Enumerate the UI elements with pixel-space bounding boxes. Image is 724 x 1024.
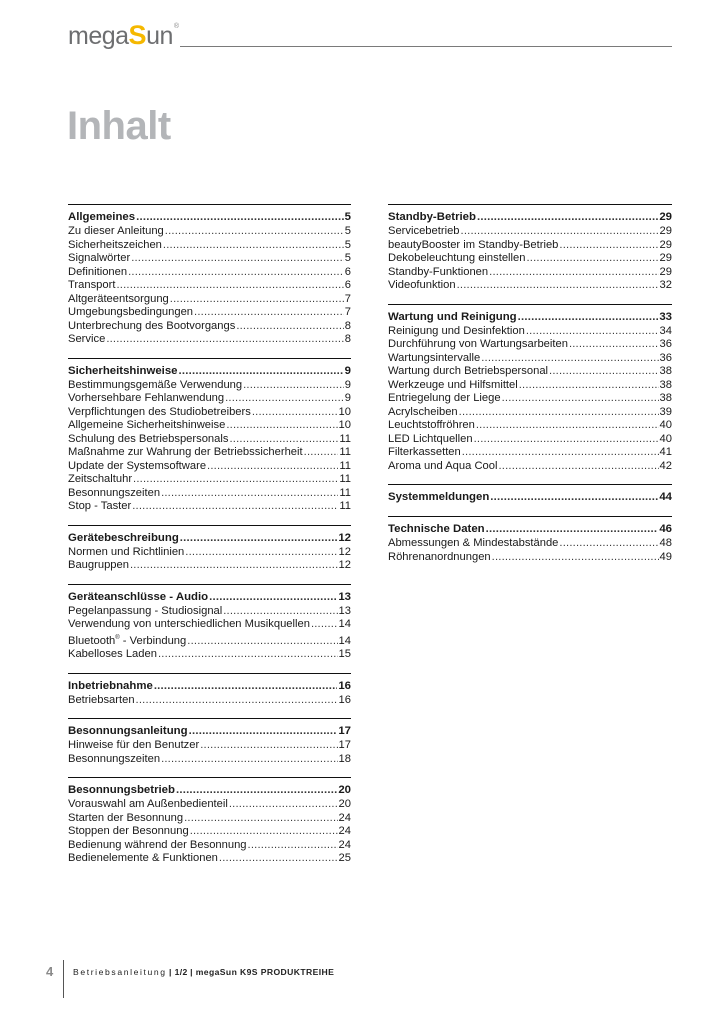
toc-entry[interactable]	[68, 618, 351, 632]
toc-entry-title: Sicherheitszeichen	[68, 238, 162, 251]
dot-leader	[229, 798, 338, 812]
dot-leader	[132, 500, 338, 514]
toc-entry-title: Bestimmungsgemäße Verwendung	[68, 378, 243, 391]
toc-entry[interactable]	[68, 500, 351, 514]
dot-leader	[486, 522, 659, 537]
page-reference: 8	[344, 319, 351, 332]
toc-section	[388, 304, 672, 474]
dot-leader	[462, 446, 659, 460]
page-reference: 9	[344, 364, 351, 377]
dot-leader	[526, 252, 658, 266]
page-reference: 5	[344, 225, 351, 237]
page-reference: 11	[339, 459, 351, 472]
dot-leader	[161, 487, 338, 501]
page-reference: 29	[659, 225, 672, 237]
section-divider	[68, 718, 351, 719]
toc-entry-title: Leuchtstoffröhren	[388, 419, 475, 431]
toc-entry[interactable]	[68, 225, 351, 239]
page-reference: 36	[659, 351, 672, 364]
footer-volume: | 1/2	[169, 967, 188, 977]
page-reference: 18	[338, 752, 351, 765]
toc-entry-title: Servicebetrieb	[388, 225, 460, 237]
toc-entry-title: Transport	[68, 279, 116, 291]
dot-leader	[489, 266, 658, 280]
dot-leader	[180, 531, 338, 546]
page-reference: 6	[344, 265, 351, 278]
dot-leader	[481, 352, 658, 366]
page-reference: 14	[338, 634, 351, 647]
toc-entry[interactable]	[68, 320, 351, 334]
section-divider	[68, 358, 351, 359]
dot-leader	[549, 365, 659, 379]
page-reference: 24	[338, 811, 351, 824]
toc-entry[interactable]	[68, 839, 351, 853]
page-reference: 9	[344, 378, 351, 391]
dot-leader	[165, 225, 344, 239]
dot-leader	[248, 839, 338, 853]
toc-heading-title: Geräteanschlüsse - Audio	[68, 590, 209, 603]
toc-entry-title: Stoppen der Besonnung	[68, 825, 189, 837]
toc-entry[interactable]	[68, 252, 351, 266]
toc-section	[68, 718, 351, 766]
toc-column-left	[68, 204, 351, 877]
page-reference: 36	[659, 338, 672, 350]
toc-entry-title: Schulung des Betriebspersonals	[68, 432, 229, 445]
page-reference: 17	[338, 725, 351, 737]
page-reference: 20	[338, 798, 351, 810]
dot-leader	[136, 210, 344, 225]
section-divider	[68, 777, 351, 778]
toc-heading[interactable]	[68, 679, 351, 694]
toc-heading[interactable]	[68, 364, 351, 379]
toc-entry-title: Röhrenanordnungen	[388, 550, 491, 563]
footer-text	[73, 967, 334, 977]
toc-heading-title: Wartung und Reinigung	[388, 310, 517, 323]
toc-entry-title: LED Lichtquellen	[388, 432, 473, 445]
toc-entry[interactable]	[68, 812, 351, 826]
page-reference: 40	[659, 419, 672, 431]
toc-heading[interactable]	[388, 490, 672, 505]
page-reference: 7	[344, 292, 351, 305]
page-reference: 14	[338, 618, 351, 630]
toc-entry[interactable]	[388, 379, 672, 393]
page-reference: 38	[659, 378, 672, 391]
logo-sun-s: S	[128, 20, 147, 50]
toc-entry[interactable]	[68, 473, 351, 487]
toc-section	[68, 204, 351, 347]
page-number: 4	[46, 964, 54, 979]
dot-leader	[131, 252, 344, 266]
dot-leader	[518, 310, 659, 325]
page-reference: 29	[659, 265, 672, 278]
toc-entry[interactable]	[388, 225, 672, 239]
page-title: Inhalt	[67, 104, 171, 148]
toc-entry[interactable]	[388, 551, 672, 565]
toc-entry-title: Betriebsarten	[68, 693, 135, 706]
page-reference: 17	[338, 739, 351, 751]
toc-entry-title: Vorhersehbare Fehlanwendung	[68, 392, 225, 404]
toc-entry-title: Entriegelung der Liege	[388, 392, 501, 404]
toc-entry-title: Kabelloses Laden	[68, 648, 157, 660]
dot-leader	[559, 239, 658, 253]
toc-section	[68, 525, 351, 573]
page-reference: 10	[338, 405, 351, 418]
dot-leader	[457, 279, 659, 293]
dot-leader	[128, 266, 344, 280]
dot-leader	[559, 537, 658, 551]
toc-entry[interactable]	[68, 753, 351, 767]
toc-heading[interactable]	[68, 210, 351, 225]
dot-leader	[476, 419, 659, 433]
dot-leader	[187, 635, 337, 649]
toc-heading[interactable]	[68, 783, 351, 798]
toc-entry[interactable]	[68, 605, 351, 619]
toc-entry-title: Acrylscheiben	[388, 405, 458, 418]
toc-entry[interactable]	[388, 352, 672, 366]
dot-leader	[223, 605, 337, 619]
toc-entry[interactable]	[388, 406, 672, 420]
toc-heading[interactable]	[68, 590, 351, 605]
toc-entry-title: Maßnahme zur Wahrung der Betriebssicherheit	[68, 446, 303, 458]
page-reference: 39	[659, 405, 672, 418]
dot-leader	[236, 320, 343, 334]
dot-leader	[519, 379, 659, 393]
toc-heading[interactable]	[388, 522, 672, 537]
section-divider	[388, 516, 672, 517]
page-reference: 48	[659, 537, 672, 549]
toc-entry[interactable]	[68, 546, 351, 560]
dot-leader	[225, 392, 344, 406]
toc-entry[interactable]	[388, 338, 672, 352]
page-reference: 24	[338, 825, 351, 837]
footer-divider	[63, 960, 64, 998]
toc-entry[interactable]	[68, 487, 351, 501]
toc-entry[interactable]	[68, 798, 351, 812]
toc-entry-title: Starten der Besonnung	[68, 811, 184, 824]
dot-leader	[219, 852, 338, 866]
dot-leader	[461, 225, 659, 239]
toc-entry-title: Update der Systemsoftware	[68, 459, 207, 472]
toc-entry-title: Reinigung und Desinfektion	[388, 324, 525, 337]
toc-entry-title: Allgemeine Sicherheitshinweise	[68, 419, 226, 431]
toc-entry[interactable]	[388, 252, 672, 266]
page-reference: 49	[659, 550, 672, 563]
dot-leader	[133, 473, 338, 487]
toc-entry-title: Aroma und Aqua Cool	[388, 459, 498, 472]
toc-heading[interactable]	[68, 531, 351, 546]
page-reference: 46	[659, 523, 672, 535]
footer-doc-type: Betriebsanleitung	[73, 967, 167, 977]
toc-entry-title: Baugruppen	[68, 559, 129, 571]
page-reference: 5	[344, 211, 351, 223]
toc-entry-title: Definitionen	[68, 265, 128, 278]
toc-entry[interactable]	[68, 279, 351, 293]
dot-leader	[304, 446, 339, 460]
toc-entry[interactable]	[388, 392, 672, 406]
section-divider	[68, 204, 351, 205]
logo-suffix: un	[146, 22, 173, 50]
dot-leader	[136, 694, 338, 708]
page-reference: 11	[339, 432, 351, 445]
section-divider	[68, 673, 351, 674]
toc-entry[interactable]	[388, 537, 672, 551]
toc-entry-title: Service	[68, 333, 106, 345]
toc-heading-title: Sicherheitshinweise	[68, 364, 178, 377]
toc-entry-title: Signalwörter	[68, 252, 131, 264]
toc-entry-title: Wartungsintervalle	[388, 351, 481, 364]
toc-entry-title: Abmessungen & Mindestabstände	[388, 537, 559, 549]
dot-leader	[498, 460, 658, 474]
page-reference: 5	[344, 238, 351, 251]
page-reference: 12	[338, 559, 351, 571]
dot-leader	[311, 618, 338, 632]
toc-entry[interactable]	[68, 632, 351, 649]
dot-leader	[200, 739, 337, 753]
toc-entry-title: Unterbrechung des Bootvorgangs	[68, 319, 236, 332]
toc-entry-title: Zeitschaltuhr	[68, 473, 133, 485]
page-reference: 38	[659, 392, 672, 404]
dot-leader	[130, 559, 338, 573]
page-reference: 38	[659, 365, 672, 377]
dot-leader	[154, 679, 338, 694]
page-reference: 32	[659, 279, 672, 291]
toc-entry-title: Besonnungszeiten	[68, 486, 161, 499]
toc-entry-title: Werkzeuge und Hilfsmittel	[388, 378, 518, 391]
page-reference: 11	[339, 473, 351, 485]
dot-leader	[184, 812, 337, 826]
toc-entry-title: Verwendung von unterschiedlichen Musikquellen	[68, 618, 310, 630]
page-reference: 8	[344, 333, 351, 345]
page-reference: 12	[338, 545, 351, 558]
page-reference: 9	[344, 392, 351, 404]
section-divider	[68, 584, 351, 585]
dot-leader	[106, 333, 343, 347]
dot-leader	[209, 590, 337, 605]
toc-entry[interactable]	[68, 852, 351, 866]
toc-entry[interactable]	[68, 825, 351, 839]
page-reference: 15	[338, 648, 351, 660]
dot-leader	[492, 551, 659, 565]
toc-entry-title: Besonnungszeiten	[68, 752, 161, 765]
page-reference: 34	[659, 324, 672, 337]
page-reference: 11	[339, 446, 351, 458]
toc-entry[interactable]	[68, 266, 351, 280]
section-divider	[68, 525, 351, 526]
dot-leader	[194, 306, 344, 320]
dot-leader	[161, 753, 337, 767]
dot-leader	[185, 546, 337, 560]
toc-entry[interactable]	[388, 266, 672, 280]
dot-leader	[526, 325, 659, 339]
logo-prefix: mega	[68, 22, 129, 50]
toc-entry[interactable]	[388, 365, 672, 379]
toc-entry[interactable]	[388, 419, 672, 433]
page-reference: 41	[659, 446, 672, 458]
page-reference: 11	[339, 486, 351, 499]
footer-product: | megaSun K9S PRODUKTREIHE	[190, 967, 335, 977]
page-reference: 20	[338, 784, 351, 796]
registered-mark: ®	[115, 634, 120, 641]
toc-section	[68, 584, 351, 662]
page-reference: 7	[344, 306, 351, 318]
toc-heading-title: Technische Daten	[388, 523, 485, 535]
toc-entry-title: Bedienelemente & Funktionen	[68, 852, 218, 864]
toc-entry-title: Bedienung während der Besonnung	[68, 838, 247, 851]
dot-leader	[163, 239, 344, 253]
header-divider	[180, 46, 672, 47]
toc-entry[interactable]	[388, 446, 672, 460]
registered-mark: ®	[173, 23, 179, 30]
toc-section	[388, 484, 672, 505]
dot-leader	[158, 648, 338, 662]
toc-heading-title: Standby-Betrieb	[388, 211, 476, 223]
toc-entry-title: Zu dieser Anleitung	[68, 225, 164, 237]
toc-entry-title: Normen und Richtlinien	[68, 545, 185, 558]
toc-entry[interactable]	[388, 460, 672, 474]
page-reference: 25	[338, 852, 351, 864]
dot-leader	[226, 419, 337, 433]
toc-entry[interactable]	[388, 279, 672, 293]
toc-entry-title: Standby-Funktionen	[388, 265, 489, 278]
dot-leader	[459, 406, 659, 420]
toc-heading[interactable]	[388, 310, 672, 325]
toc-entry-title: Dekobeleuchtung einstellen	[388, 252, 526, 264]
toc-entry[interactable]	[388, 325, 672, 339]
toc-entry[interactable]	[68, 739, 351, 753]
page-reference: 29	[659, 211, 672, 223]
toc-entry-title: Filterkassetten	[388, 446, 461, 458]
toc-entry[interactable]	[68, 559, 351, 573]
toc-heading[interactable]	[68, 724, 351, 739]
section-divider	[388, 304, 672, 305]
dot-leader	[243, 379, 344, 393]
toc-entry[interactable]	[68, 419, 351, 433]
toc-entry[interactable]	[68, 648, 351, 662]
dot-leader	[474, 433, 659, 447]
dot-leader	[116, 279, 343, 293]
toc-entry[interactable]	[68, 406, 351, 420]
toc-entry-title: Umgebungsbedingungen	[68, 306, 194, 318]
toc-heading[interactable]	[388, 210, 672, 225]
toc-entry-title: beautyBooster im Standby-Betrieb	[388, 238, 559, 251]
dot-leader	[190, 825, 338, 839]
page-reference: 42	[659, 459, 672, 472]
toc-heading-title: Besonnungsanleitung	[68, 725, 188, 737]
toc-heading-title: Inbetriebnahme	[68, 679, 153, 692]
dot-leader	[170, 293, 344, 307]
page-reference: 13	[338, 590, 351, 603]
toc-column-right	[388, 204, 672, 575]
megasun-logo	[68, 20, 179, 50]
toc-entry-title: Wartung durch Betriebspersonal	[388, 365, 549, 377]
toc-entry-title: Durchführung von Wartungsarbeiten	[388, 338, 568, 350]
toc-entry-title: Hinweise für den Benutzer	[68, 739, 200, 751]
toc-section	[68, 777, 351, 866]
toc-entry-title: Altgeräteentsorgung	[68, 292, 169, 305]
section-divider	[388, 484, 672, 485]
page-reference: 40	[659, 432, 672, 445]
dot-leader	[207, 460, 338, 474]
toc-entry[interactable]	[68, 446, 351, 460]
toc-section	[68, 358, 351, 514]
toc-entry[interactable]	[68, 333, 351, 347]
dot-leader	[477, 210, 658, 225]
page-reference: 24	[338, 838, 351, 851]
page-reference: 33	[659, 310, 672, 323]
dot-leader	[569, 338, 659, 352]
toc-section	[68, 673, 351, 708]
toc-entry-title: Stop - Taster	[68, 500, 132, 512]
dot-leader	[490, 490, 658, 505]
dot-leader	[176, 783, 337, 798]
page-reference: 12	[338, 531, 351, 544]
dot-leader	[502, 392, 659, 406]
section-divider	[388, 204, 672, 205]
toc-section	[388, 516, 672, 564]
toc-heading-title: Gerätebeschreibung	[68, 531, 179, 544]
page-reference: 16	[338, 679, 351, 692]
page-reference: 6	[344, 279, 351, 291]
toc-entry-title: Pegelanpassung - Studiosignal	[68, 604, 223, 617]
toc-entry[interactable]	[68, 433, 351, 447]
page-reference: 29	[659, 252, 672, 264]
dot-leader	[229, 433, 338, 447]
page-reference: 16	[338, 693, 351, 706]
toc-entry[interactable]	[68, 379, 351, 393]
toc-heading-title: Allgemeines	[68, 211, 136, 223]
toc-entry[interactable]	[68, 694, 351, 708]
toc-entry[interactable]	[68, 306, 351, 320]
page-reference: 10	[338, 419, 351, 431]
page-reference: 44	[659, 491, 672, 503]
toc-entry-title: Bluetooth® - Verbindung	[68, 634, 187, 647]
page-reference: 13	[338, 604, 351, 617]
page-reference: 11	[339, 500, 351, 512]
toc-entry[interactable]	[388, 433, 672, 447]
toc-section	[388, 204, 672, 293]
toc-entry[interactable]	[68, 293, 351, 307]
toc-entry-title: Verpflichtungen des Studiobetreibers	[68, 405, 251, 418]
toc-entry[interactable]	[68, 460, 351, 474]
dot-leader	[179, 364, 344, 379]
toc-entry[interactable]	[68, 392, 351, 406]
toc-entry-title: Videofunktion	[388, 279, 456, 291]
toc-entry[interactable]	[68, 239, 351, 253]
toc-entry[interactable]	[388, 239, 672, 253]
toc-heading-title: Systemmeldungen	[388, 491, 490, 503]
dot-leader	[189, 724, 338, 739]
toc-entry-title: Vorauswahl am Außenbedienteil	[68, 798, 228, 810]
toc-heading-title: Besonnungsbetrieb	[68, 784, 175, 796]
page-reference: 5	[344, 252, 351, 264]
page-reference: 29	[659, 238, 672, 251]
dot-leader	[252, 406, 338, 420]
